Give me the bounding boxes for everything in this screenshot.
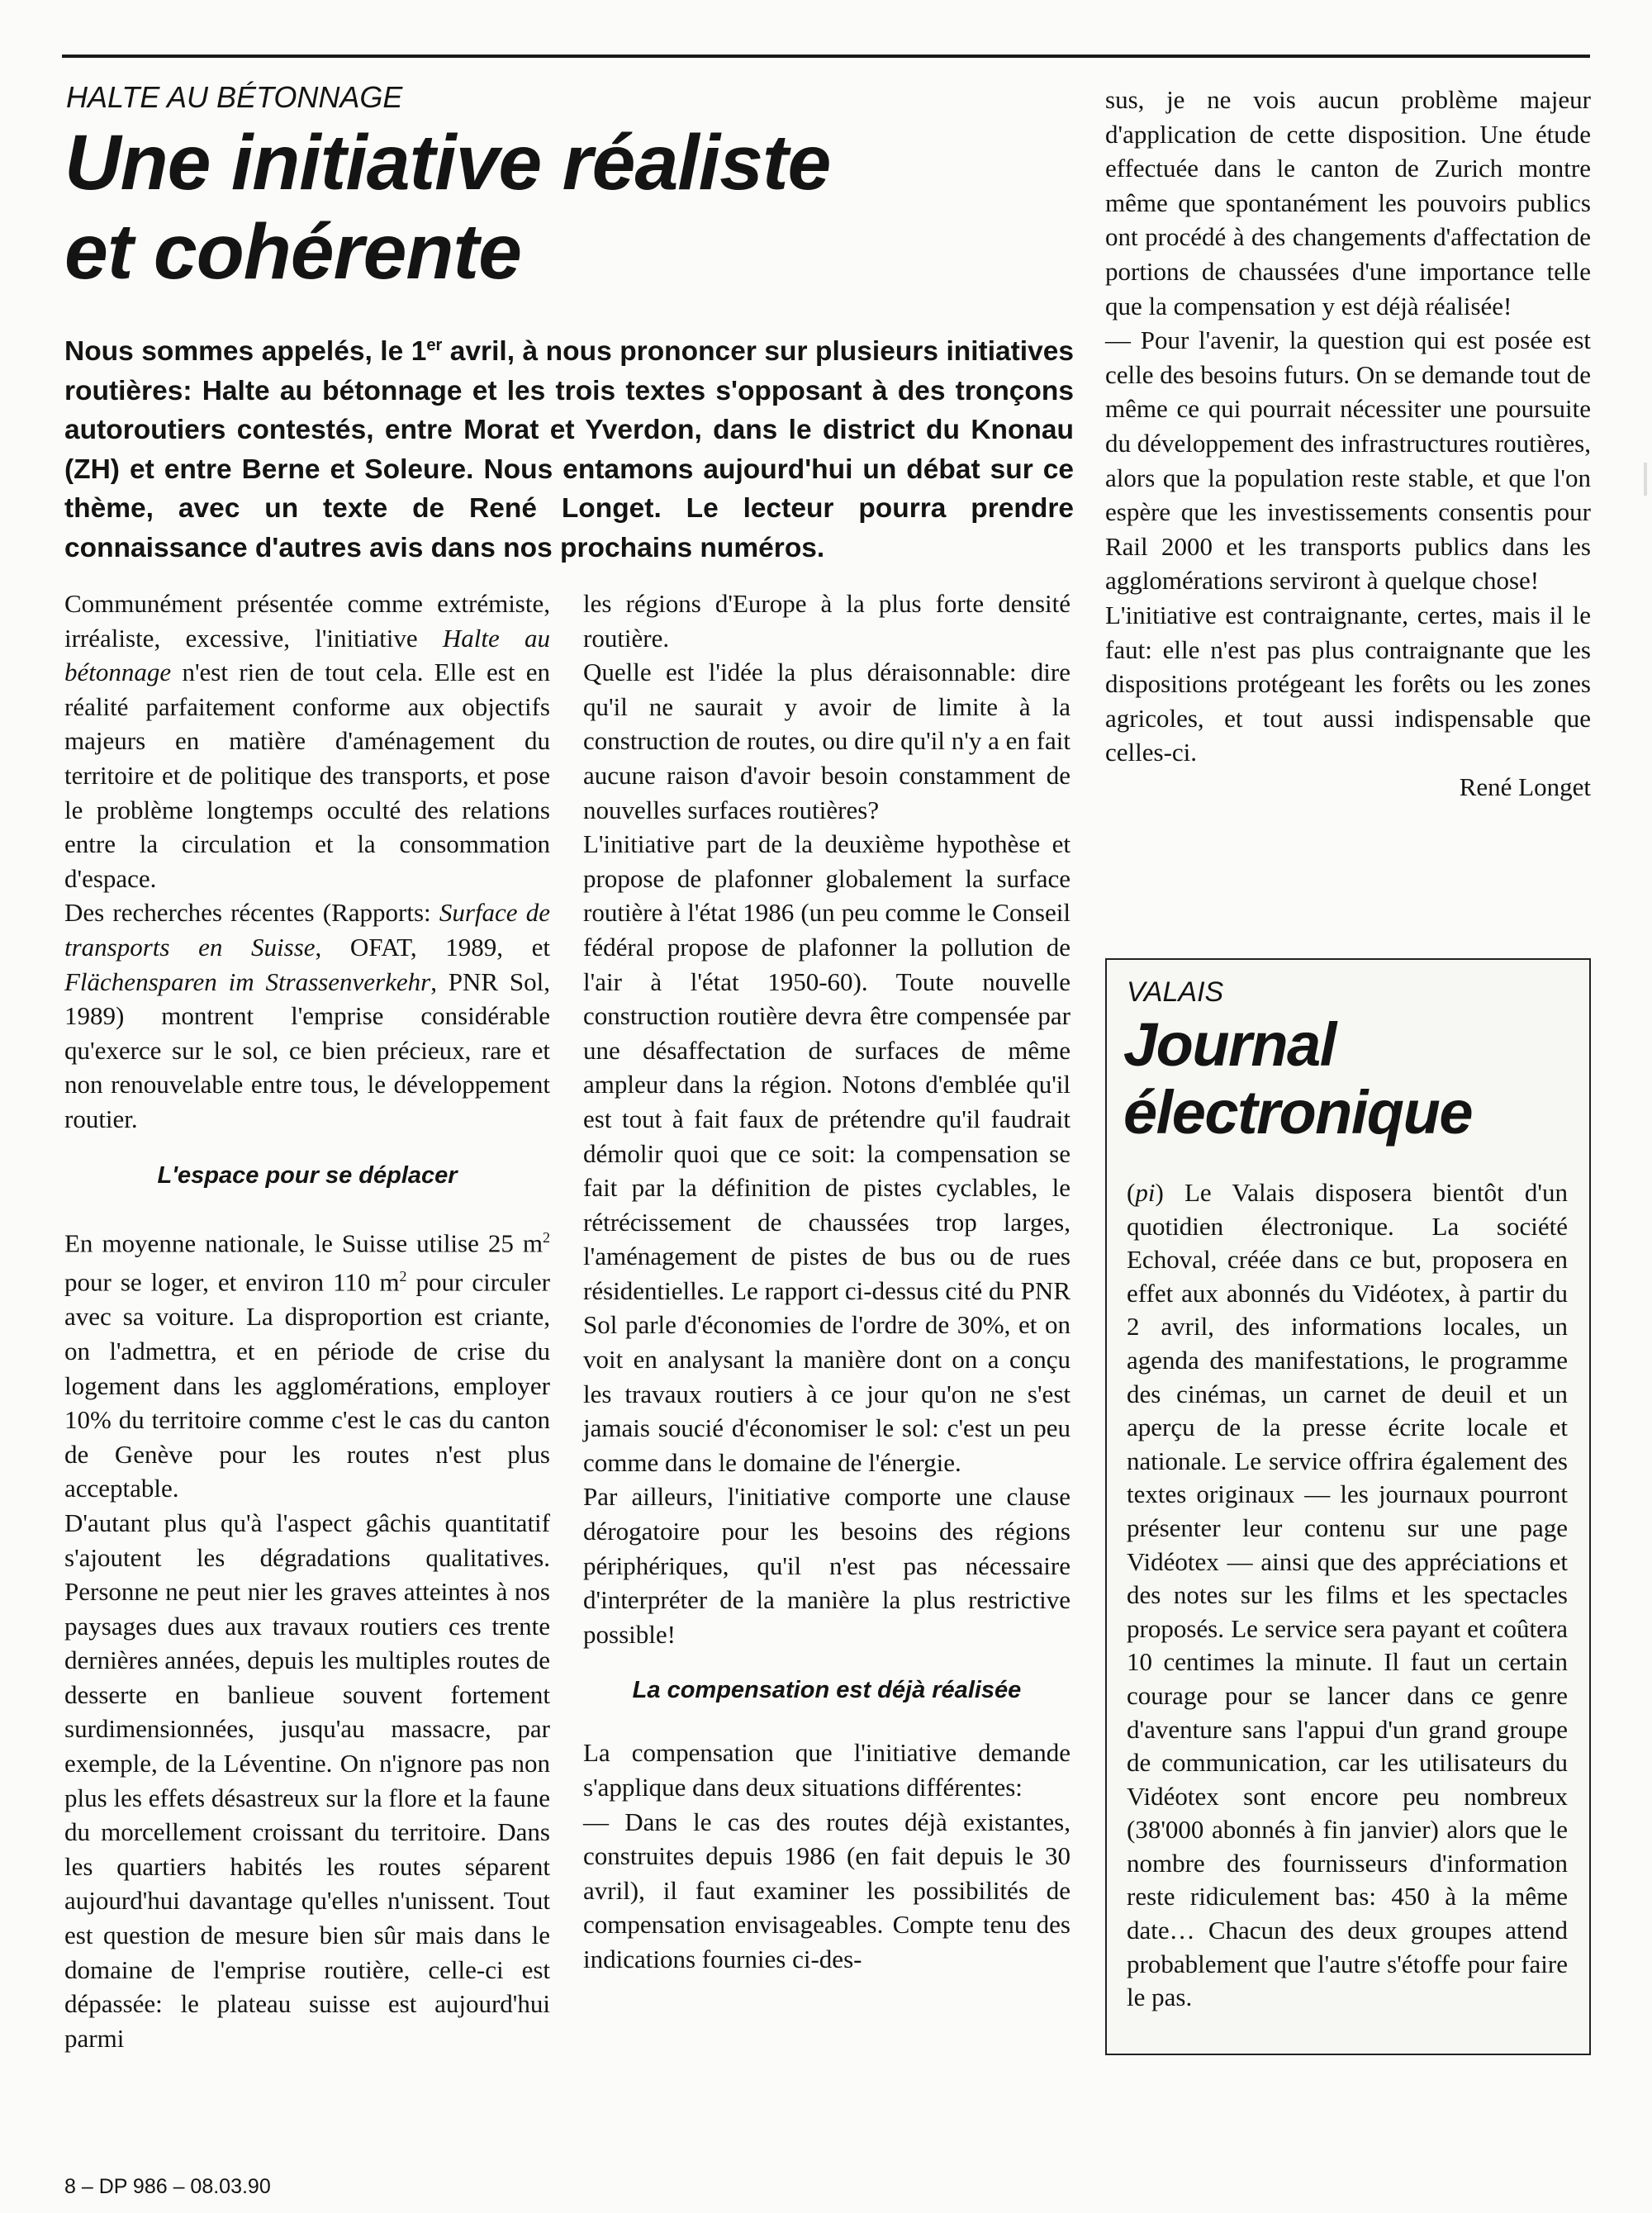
- superscript: 2: [543, 1228, 550, 1246]
- article-column-2: [583, 586, 1070, 1977]
- text: pour se loger, et environ 110 m: [64, 1267, 400, 1297]
- text: , PNR Sol, 1989) montrent l'emprise considérable qu'exerce sur le sol, ce bien précieux, rare et non renouvelable entre tous, le développement routier.: [64, 966, 550, 1133]
- sidebar-box: [1105, 958, 1591, 2055]
- paragraph: L'initiative est contraignante, certes, mais il le faut: elle n'est pas plus contraignante que les dispositions protégeant les forêts ou les zones agricoles, et tout aussi indispensable que celles-ci.: [1105, 600, 1591, 767]
- superscript: 2: [399, 1268, 407, 1285]
- article-column-1: [64, 586, 550, 2055]
- paragraph: Quelle est l'idée la plus déraisonnable: dire qu'il ne saurait y avoir de limite à la construction de routes, ou dire qu'il n'y a en fait aucune raison d'avoir besoin constamment de nouvelles surfaces routières?: [583, 658, 1070, 824]
- report-title: Flächensparen im Strassenverkehr: [64, 966, 431, 996]
- sidebar-body: [1127, 1176, 1568, 2015]
- lead-text-a: Nous sommes appelés, le 1: [64, 336, 427, 368]
- text: (: [1127, 1178, 1136, 1207]
- paragraph: [64, 895, 550, 1136]
- top-rule: [62, 55, 1590, 58]
- author-signature: René Longet: [1459, 772, 1591, 801]
- lead-text-b: avril, à nous prononcer sur plusieurs initiatives routières: Halte au bétonnage et les trois textes s'opposant à des tronçons autoroutiers contestés, entre Morat et Yverdon, dans le district du Knonau (ZH) et entre Berne et Soleure. Nous entamons aujourd'hui un débat sur ce thème, avec un texte de René Longet. Le lecteur pourra prendre connaissance d'autres avis dans nos prochains numéros.: [64, 336, 1074, 563]
- report-title: Surface de transports en Suisse: [64, 898, 550, 962]
- article-lead: [64, 326, 1074, 567]
- sidebar-title-line2: électronique: [1123, 1078, 1472, 1147]
- page-footer: 8 – DP 986 – 08.03.90: [64, 2175, 271, 2198]
- paragraph: [64, 1221, 550, 1506]
- author-initials: pi: [1135, 1178, 1156, 1207]
- paragraph: L'initiative part de la deuxième hypothèse et propose de plafonner globalement la surface routière à l'état 1986 (un peu comme le Conseil fédéral propose de plafonner la pollution de l'air à l'état 1950-60). Toute nouvelle construction routière devra être compensée par une désaffectation de surfaces de même ampleur dans la région. Notons d'emblée qu'il est tout à fait faux de prétendre qu'il faudrait démolir quoi que ce soit: la compensation se fait par la définition de pistes cyclables, le rétrécissement de chaussées trop larges, l'aménagement de pistes de bus ou de rues résidentielles. Le rapport ci-dessus cité du PNR Sol parle d'économies de l'ordre de 30%, et on voit en analysant la manière dont on a conçu les travaux routiers à ce jour qu'on ne s'est jamais soucié d'économiser le sol: c'est un peu comme dans le domaine de l'énergie.: [583, 829, 1070, 1477]
- text: n'est rien de tout cela. Elle est en réalité parfaitement conforme aux objectifs majeurs en matière d'aménagement du territoire et de politique des transports, et pose le problème longtemps occulté des relations entre la circulation et la consommation d'espace.: [64, 658, 550, 893]
- text: Communément présentée comme extrémiste, irréaliste, excessive, l'initiative: [64, 589, 550, 653]
- article-title-line1: Une initiative réaliste: [64, 119, 831, 207]
- article-title-line2: et cohérente: [64, 208, 521, 296]
- article-column-3: [1105, 83, 1591, 804]
- text: ) Le Valais disposera bientôt d'un quotidien électronique. La société Echoval, créée dans ce but, proposera en effet aux abonnés du Vidéotex, à partir du 2 avril, des informations locales, un agenda des manifestations, le programme des cinémas, un carnet de deuil et un aperçu de la presse écrite locale et nationale. Le service offrira également des textes originaux — les journaux pourront présenter leur contenu sur une page Vidéotex — ainsi que des appréciations et des notes sur les films et les spectacles proposés. Le service sera payant et coûtera 10 centimes la minute. Il faut un certain courage pour se lancer dans ce genre d'aventure sans l'appui d'un grand groupe de communication, car les utilisateurs du Vidéotex sont encore peu nombreux (38'000 abonnés à fin janvier) alors que le nombre des fournisseurs d'information reste ridiculement bas: 450 à la même date… Chacun des deux groupes attend probablement que l'autre s'étoffe pour faire le pas.: [1127, 1178, 1568, 2012]
- subheading: La compensation est déjà réalisée: [632, 1677, 1022, 1704]
- sidebar-title-line1: Journal: [1123, 1010, 1336, 1079]
- paragraph: sus, je ne vois aucun problème majeur d'application de cette disposition. Une étude effectuée dans le canton de Zurich montre même que spontanément les pouvoirs publics ont procédé à des changements d'affectation de portions de chaussées d'une importance telle que la compensation y est déjà réalisée!: [1105, 85, 1591, 321]
- text: , OFAT, 1989, et: [315, 932, 550, 962]
- paragraph: Par ailleurs, l'initiative comporte une clause dérogatoire pour les besoins des régions périphériques, qu'il n'est pas nécessaire d'interpréter de la manière la plus restrictive possible!: [583, 1482, 1070, 1649]
- paragraph: — Dans le cas des routes déjà existantes, construites depuis 1986 (en fait depuis le 30 avril), il faut examiner les possibilités de compensation envisageables. Compte tenu des indications fournies ci-des-: [583, 1807, 1070, 1973]
- sidebar-kicker: VALAIS: [1127, 976, 1224, 1008]
- text: Des recherches récentes (Rapports:: [64, 898, 439, 928]
- sidebar-title: [1123, 1011, 1472, 1147]
- paragraph: [64, 586, 550, 895]
- scan-edge-mark: [1644, 463, 1647, 496]
- text: pour circuler avec sa voiture. La disproportion est criante, on l'admettra, et en période de crise du logement dans les agglomérations, employer 10% du territoire comme c'est le cas du canton de Genève pour les routes n'est plus acceptable.: [64, 1267, 550, 1503]
- initiative-name: Halte au bétonnage: [64, 623, 550, 687]
- paragraph: les régions d'Europe à la plus forte densité routière.: [583, 589, 1070, 653]
- article-title: [64, 118, 830, 297]
- subheading: L'espace pour se déplacer: [157, 1161, 458, 1189]
- text: En moyenne nationale, le Suisse utilise 25 m: [64, 1228, 543, 1257]
- lead-superscript: er: [426, 336, 443, 354]
- paragraph: D'autant plus qu'à l'aspect gâchis quantitatif s'ajoutent les dégradations qualitatives. Personne ne peut nier les graves atteintes à nos paysages dues aux travaux routiers ces trente dernières années, depuis les multiples routes de desserte en banlieue souvent fortement surdimensionnées, jusqu'au massacre, par exemple, de la Léventine. On n'ignore pas non plus les effets désastreux sur la flore et la faune du morcellement croissant du territoire. Dans les quartiers habités les routes séparent aujourd'hui davantage qu'elles n'unissent. Tout est question de mesure bien sûr mais dans le domaine de l'emprise routière, celle-ci est dépassée: le plateau suisse est aujourd'hui parmi: [64, 1508, 550, 2053]
- article-kicker: HALTE AU BÉTONNAGE: [66, 80, 403, 114]
- paragraph: La compensation que l'initiative demande s'applique dans deux situations différentes:: [583, 1738, 1070, 1802]
- paragraph: — Pour l'avenir, la question qui est posée est celle des besoins futurs. On se demande tout de même ce qui pourrait nécessiter une poursuite du développement des infrastructures routières, alors que la population reste stable, et que l'on espère que les investissements consentis pour Rail 2000 et les transports publics dans les agglomérations serviront à quelque chose!: [1105, 325, 1591, 596]
